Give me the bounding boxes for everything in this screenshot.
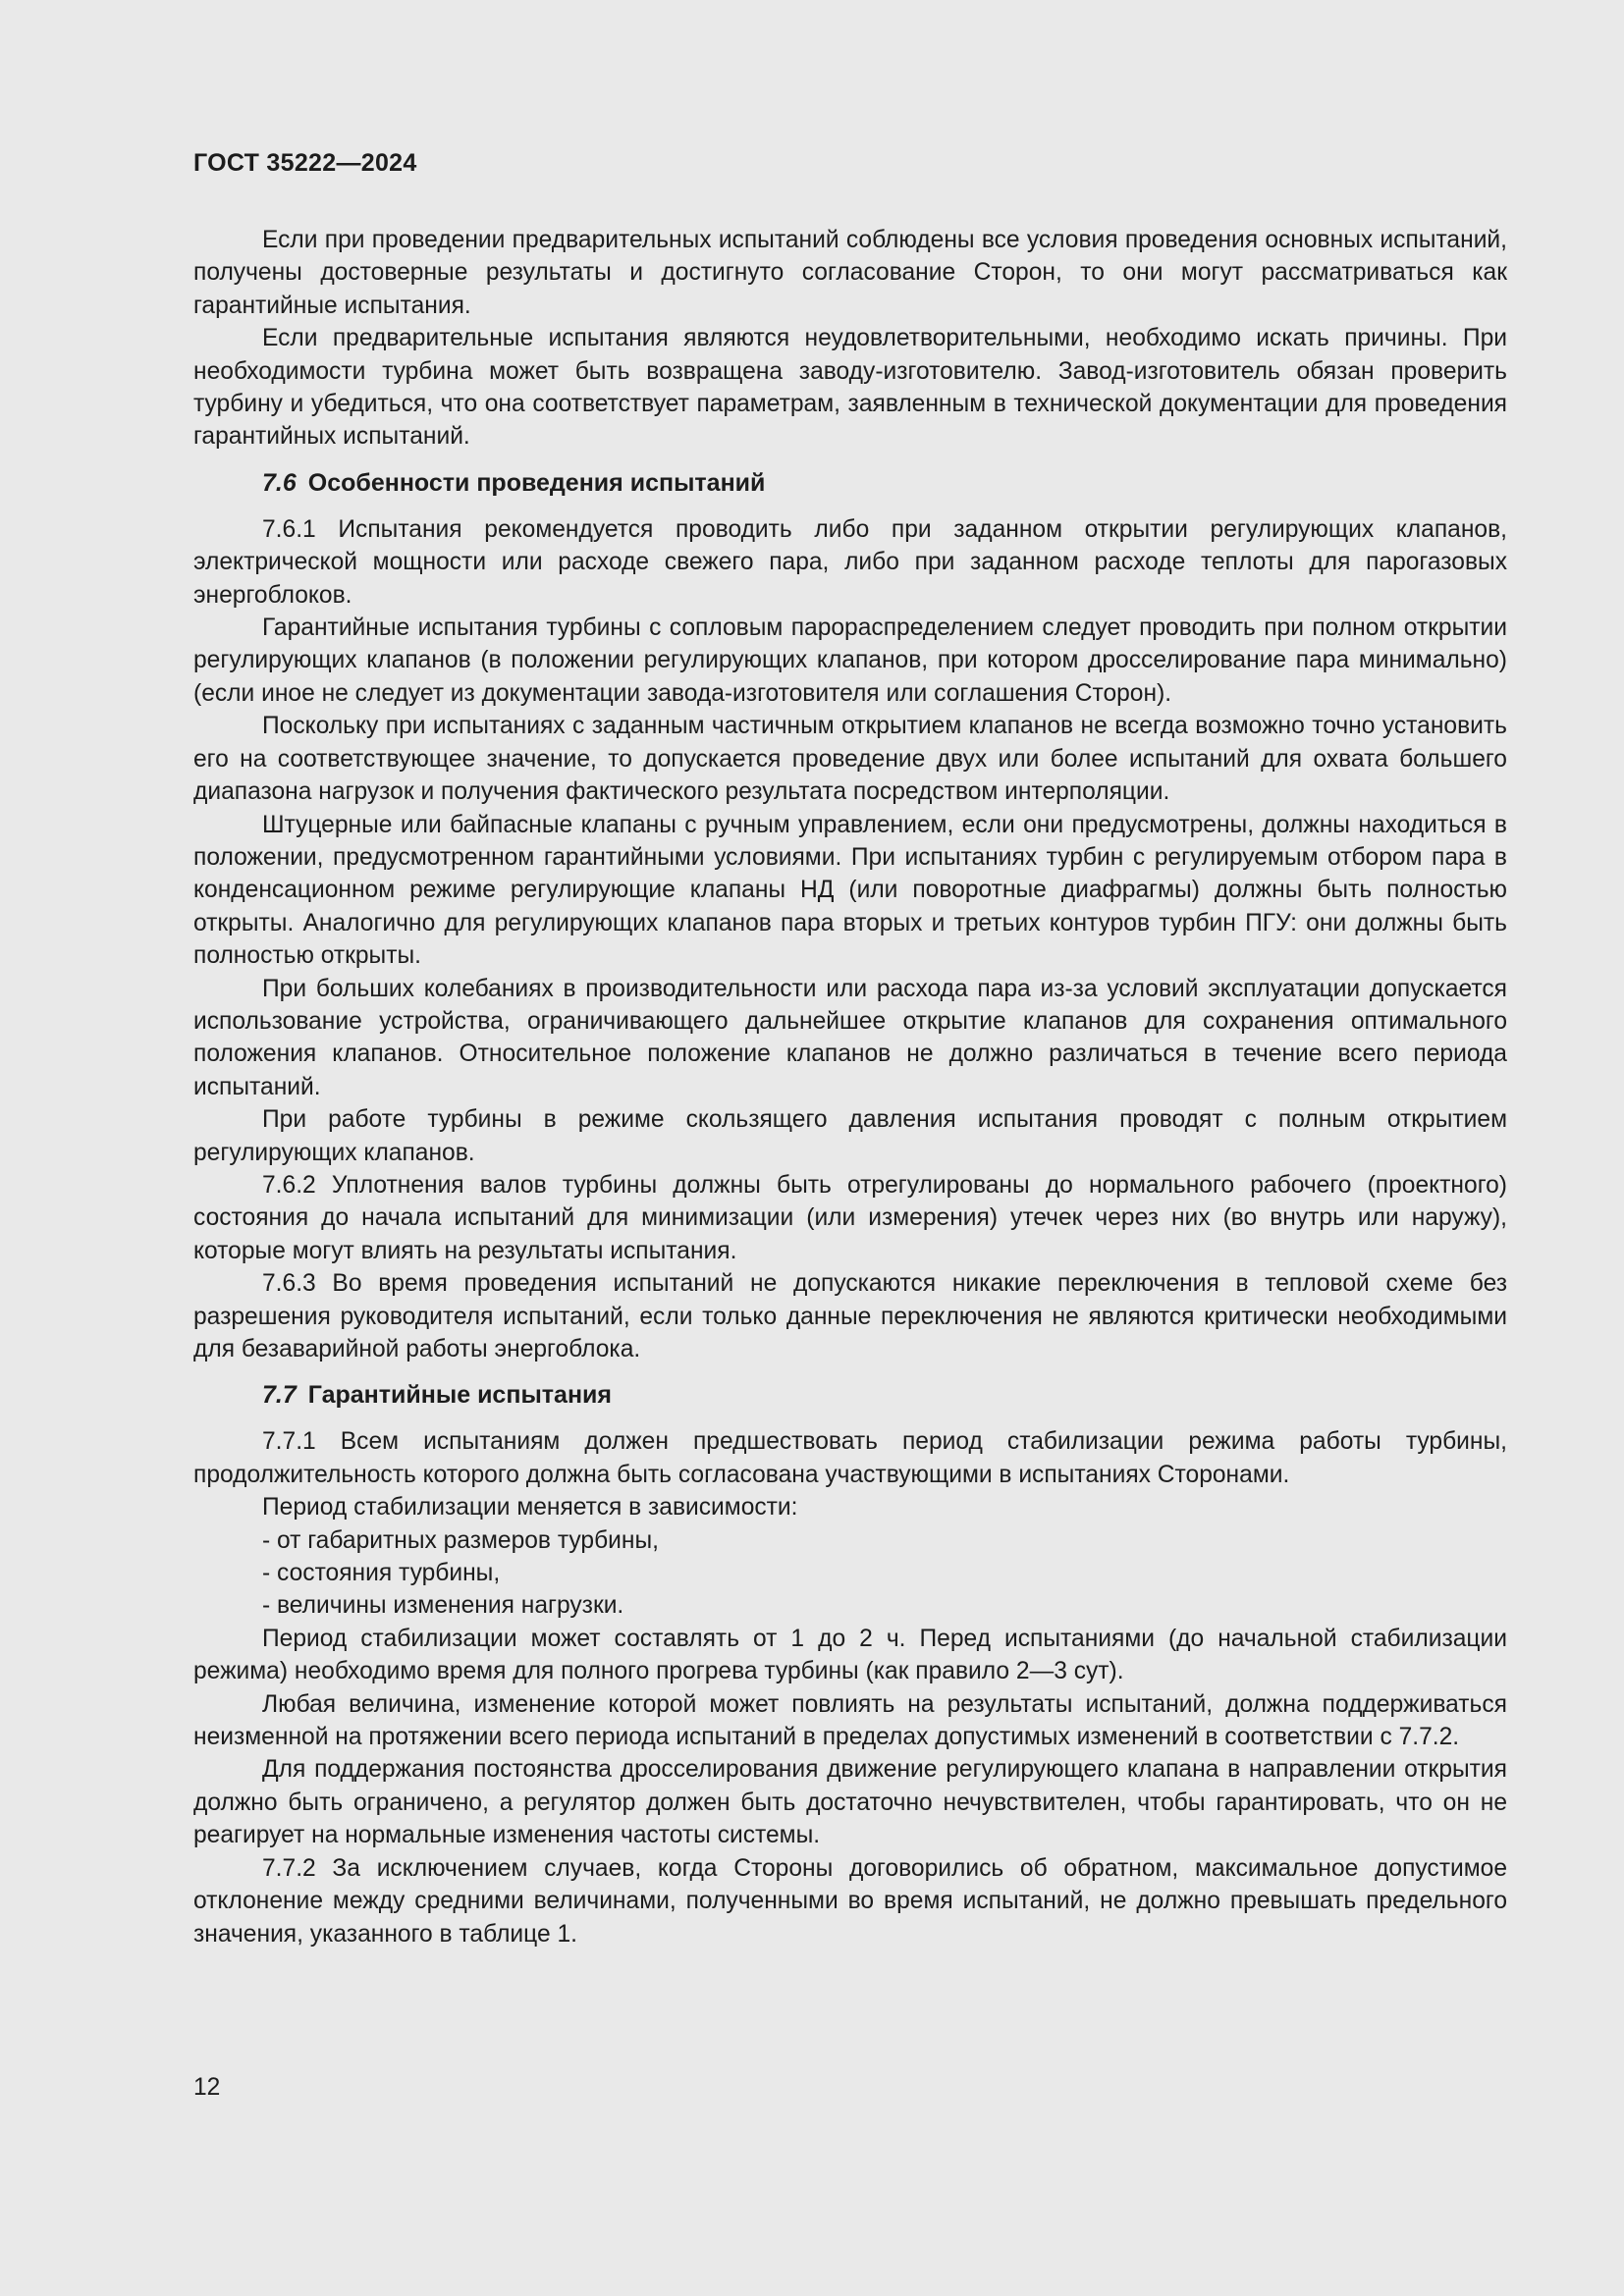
paragraph: Гарантийные испытания турбины с сопловым парораспределением следует проводить при полном открытии регулирующих клапанов (в положении регулирующих клапанов, при котором дросселирование пара минимально) (если иное не следует из документации завода-изготовителя или соглашения Сторон). (193, 614, 1507, 707)
paragraph: Период стабилизации меняется в зависимости: (262, 1494, 798, 1522)
document-header: ГОСТ 35222—2024 (193, 149, 417, 177)
paragraph-7-6-1: 7.6.1 Испытания рекомендуется проводить либо при заданном открытии регулирующих клапанов, электрической мощности или расходе свежего пара, либо при заданном расходе теплоты для парогазовых энергоблоков. (193, 515, 1507, 609)
paragraph: Любая величина, изменение которой может повлиять на результаты испытаний, должна поддерживаться неизменной на протяжении всего периода испытаний в пределах допустимых изменений в соответствии с 7.7.2. (193, 1690, 1507, 1751)
paragraph-7-6-3: 7.6.3 Во время проведения испытаний не допускаются никакие переключения в тепловой схеме без разрешения руководителя испытаний, если только данные переключения не являются критически необходимыми для безаварийной работы энергоблока. (193, 1270, 1507, 1362)
list-item: - состояния турбины, (262, 1560, 501, 1587)
paragraph: Период стабилизации может составлять от 1 до 2 ч. Перед испытаниями (до начальной стабилизации режима) необходимо время для полного прогрева турбины (как правило 2—3 сут). (193, 1625, 1507, 1685)
paragraph: Штуцерные или байпасные клапаны с ручным управлением, если они предусмотрены, должны находиться в положении, предусмотренном гарантийными условиями. При испытаниях турбин с регулируемым отбором пара в конденсационном режиме регулирующие клапаны НД (или поворотные диафрагмы) должны быть полностью открыты. Аналогично для регулирующих клапанов пара вторых и третьих контуров турбин ПГУ: они должны быть полностью открыты. (193, 811, 1507, 970)
document-body (193, 224, 1507, 1950)
section-title: Особенности проведения испытаний (307, 468, 766, 497)
paragraph: Поскольку при испытаниях с заданным частичным открытием клапанов не всегда возможно точно установить его на соответствующее значение, то допускается проведение двух или более испытаний для охвата большего диапазона нагрузок и получения фактического результата посредством интерполяции. (193, 713, 1507, 806)
section-heading-7-7 (262, 1379, 1507, 1412)
section-number: 7.7 (262, 1381, 297, 1410)
paragraph: При больших колебаниях в производительности или расхода пара из-за условий эксплуатации допускается использование устройства, ограничивающего дальнейшее открытие клапанов для сохранения оптимального положения клапанов. Относительное положение клапанов не должно различаться в течение всего периода испытаний. (193, 975, 1507, 1100)
paragraph: При работе турбины в режиме скользящего давления испытания проводят с полным открытием регулирующих клапанов. (193, 1106, 1507, 1166)
paragraph: Если при проведении предварительных испытаний соблюдены все условия проведения основных испытаний, получены достоверные результаты и достигнуто согласование Сторон, то они могут рассматриваться как гарантийные испытания. (193, 227, 1507, 319)
list-item: - величины изменения нагрузки. (262, 1592, 624, 1620)
paragraph: Если предварительные испытания являются неудовлетворительными, необходимо искать причины. При необходимости турбина может быть возвращена заводу-изготовителю. Завод-изготовитель обязан проверить турбину и убедиться, что она соответствует параметрам, заявленным в технической документации для проведения гарантийных испытаний. (193, 325, 1507, 451)
paragraph-7-7-2: 7.7.2 За исключением случаев, когда Стороны договорились об обратном, максимальное допустимое отклонение между средними величинами, полученными во время испытаний, не должно превышать предельного значения, указанного в таблице 1. (193, 1854, 1507, 1948)
section-number: 7.6 (262, 468, 297, 497)
section-heading-7-6 (262, 467, 1507, 500)
list-item: - от габаритных размеров турбины, (262, 1526, 659, 1554)
paragraph-7-7-1: 7.7.1 Всем испытаниям должен предшествовать период стабилизации режима работы турбины, продолжительность которого должна быть согласована участвующими в испытаниях Сторонами. (193, 1428, 1507, 1488)
paragraph-7-6-2: 7.6.2 Уплотнения валов турбины должны быть отрегулированы до нормального рабочего (проектного) состояния до начала испытаний для минимизации (или измерения) утечек через них (во внутрь или наружу), которые могут влиять на результаты испытания. (193, 1171, 1507, 1264)
paragraph: Для поддержания постоянства дросселирования движение регулирующего клапана в направлении открытия должно быть ограничено, а регулятор должен быть достаточно нечувствителен, чтобы гарантировать, что он не реагирует на нормальные изменения частоты системы. (193, 1756, 1507, 1849)
page-number: 12 (193, 2074, 221, 2101)
section-title: Гарантийные испытания (307, 1381, 612, 1410)
